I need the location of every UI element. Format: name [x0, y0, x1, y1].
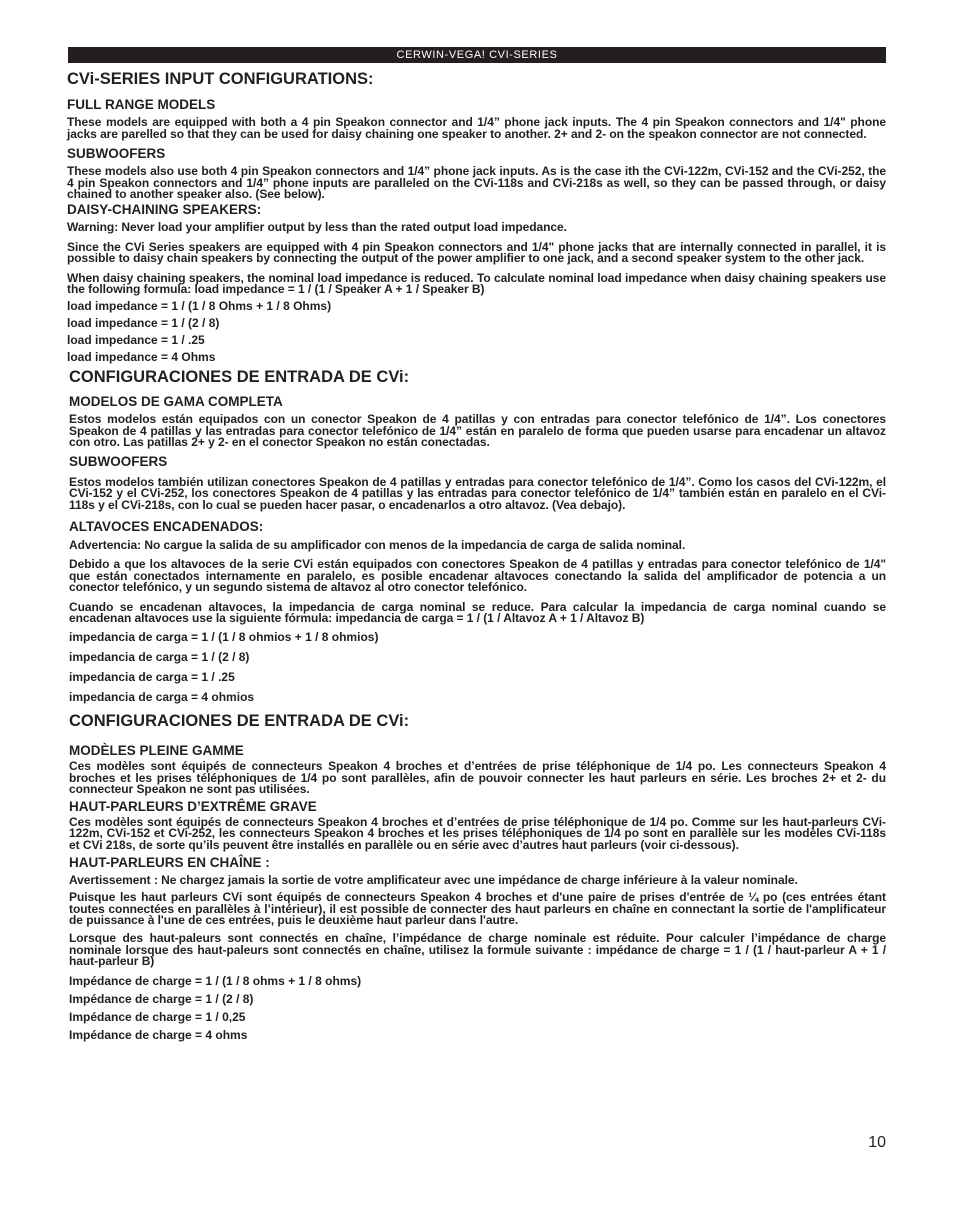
full-range-heading: MODELOS DE GAMA COMPLETA: [69, 393, 283, 409]
formula-line: load impedance = 1 / (2 / 8): [67, 315, 220, 330]
warning-text: Avertissement : Ne chargez jamais la sortie de votre amplificateur avec une impédance de charge inférieure à la valeur nominale.: [69, 872, 798, 887]
formula-line: load impedance = 1 / .25: [67, 332, 205, 347]
formula-line: impedancia de carga = 1 / .25: [69, 670, 235, 685]
daisy-chain-text: Debido a que los altavoces de la serie CVi están equipados con conectores Speakon de 4 patillas y entradas para conector telefónico de 1/4" que están conectados internamente en paralelo, es posible encadenar altavoces conectando la salida del amplificador de potencia a un conector telefónico, y un segundo sistema de altavoz al otro conector telefónico.: [69, 557, 886, 595]
section-title: CONFIGURACIONES DE ENTRADA DE CVi:: [69, 367, 410, 386]
formula-line: impedancia de carga = 4 ohmios: [69, 690, 255, 705]
section-spanish: [67, 366, 886, 704]
formula-line: Impédance de charge = 1 / 0,25: [69, 1009, 246, 1024]
subwoofers-heading: SUBWOOFERS: [69, 453, 168, 469]
section-title: CONFIGURACIONES DE ENTRADA DE CVi:: [69, 712, 410, 731]
full-range-heading: MODÈLES PLEINE GAMME: [69, 743, 244, 759]
subwoofers-text: These models also use both 4 pin Speakon connectors and 1/4” phone jack inputs. As is the case ith the CVi-122m, CVi-152 and the CVi-252, the 4 pin Speakon connectors and 1/4” phone inputs are paralleled on the CVi-118s and CVi-218s as well, so they can be passed through, or daisy chained to another speaker also. (See below).: [67, 164, 886, 202]
formula-line: Impédance de charge = 1 / (2 / 8): [69, 991, 254, 1006]
formula-intro: Cuando se encadenan altavoces, la impedancia de carga nominal se reduce. Para calcular la impedancia de carga nominal cuando se encadenan altavoces use la siguiente fórmula: impedancia de carga = 1 / (1 / Altavoz A + 1 / Altavoz B): [69, 599, 886, 626]
page-content: [67, 66, 886, 1042]
daisy-chain-heading: DAISY-CHAINING SPEAKERS:: [67, 201, 262, 217]
section-french: [67, 710, 886, 1042]
warning-text: Advertencia: No cargue la salida de su amplificador con menos de la impedancia de carga de salida nominal.: [69, 537, 686, 552]
formula-intro: When daisy chaining speakers, the nominal load impedance is reduced. To calculate nominal load impedance when daisy chaining speakers use the following formula: load impedance = 1 / (1 / Speaker A + 1 / Speaker B): [67, 270, 886, 297]
formula-line: Impédance de charge = 1 / (1 / 8 ohms + 1 / 8 ohms): [69, 973, 362, 988]
section-title: CVi-SERIES INPUT CONFIGURATIONS:: [67, 70, 374, 88]
formula-line: impedancia de carga = 1 / (2 / 8): [69, 650, 250, 665]
page-number: 10: [868, 1134, 886, 1151]
section-english: [67, 68, 886, 364]
full-range-heading: FULL RANGE MODELS: [67, 97, 216, 112]
daisy-chain-heading: HAUT-PARLEURS EN CHAÎNE :: [69, 854, 270, 870]
daisy-chain-text: Since the CVi Series speakers are equipped with 4 pin Speakon connectors and 1/4" phone jacks that are internally connected in parallel, it is possible to daisy chain speakers by connecting the output of the power amplifier to one jack, and a second speaker system to the other jack.: [67, 239, 886, 266]
formula-line: load impedance = 4 Ohms: [67, 349, 216, 364]
subwoofers-text: Ces modèles sont équipés de connecteurs Speakon 4 broches et d’entrées de prise téléphonique de 1/4 po. Comme sur les haut-parleurs CVi-122m, CVi-152 et CVi-252, les connecteurs Speakon 4 broches et les prises téléphoniques de 1/4 po sont en parallèle sur les modèles CVi-118s et CVi 218s, de sorte qu’ils peuvent être installés en parallèle ou en série avec d’autres haut parleurs (voir ci-dessous).: [69, 814, 886, 853]
header-text: CERWIN-VEGA! CVI-SERIES: [396, 49, 558, 61]
warning-text: Warning: Never load your amplifier output by less than the rated output load impedance.: [67, 219, 567, 234]
full-range-text: Estos modelos están equipados con un conector Speakon de 4 patillas y con entradas para conector telefónico de 1/4”. Los conectores Speakon de 4 patillas y las entradas para conector telefónico de 1/4” están en paralelo de forma que pueden usarse para encadenar un altavoz con otro. Las patillas 2+ y 2- en el conector Speakon no están conectadas.: [69, 411, 886, 450]
daisy-chain-text: Puisque les haut parleurs CVi sont équipés de connecteurs Speakon 4 broches et d'une paire de prises d'entrée de ¼ po (ces entrées étant toutes connectées en parallèles à l’intérieur), il est possible de connecter des haut parleurs en chaîne en connectant la sortie de l'amplificateur de puissance à l'une de ces entrées, puis le deuxième haut parleur dans l'autre.: [69, 890, 886, 928]
subwoofers-text: Estos modelos también utilizan conectores Speakon de 4 patillas y entradas para conector telefónico de 1/4”. Como los casos del CVi-122m, el CVi-152 y el CVi-252, los conectores Speakon de 4 patillas y las entradas para conector telefónico de 1/4” también están en paralelo en el CVi-118s y el CVi-218s, con lo cual se pueden hacer pasar, o encadenarlos a otro altavoz. (Vea debajo).: [69, 474, 886, 512]
subwoofers-heading: SUBWOOFERS: [67, 146, 166, 162]
formula-line: Impédance de charge = 4 ohms: [69, 1027, 248, 1042]
formula-line: load impedance = 1 / (1 / 8 Ohms + 1 / 8 Ohms): [67, 298, 332, 313]
formula-intro: Lorsque des haut-paleurs sont connectés en chaîne, l’impédance de charge nominale est réduite. Pour calculer l’impédance de charge nominale lorsque des haut-paleurs sont connectés en chaîne, utilisez la formule suivante : impédance de charge = 1 / (1 / haut-parleur A + 1 / haut-parleur B): [69, 931, 886, 969]
formula-line: impedancia de carga = 1 / (1 / 8 ohmios + 1 / 8 ohmios): [69, 630, 379, 645]
daisy-chain-heading: ALTAVOCES ENCADENADOS:: [69, 518, 264, 534]
subwoofers-heading: HAUT-PARLEURS D’EXTRÊME GRAVE: [69, 798, 317, 814]
full-range-text: These models are equipped with both a 4 pin Speakon connector and 1/4” phone jack inputs. The 4 pin Speakon connectors and 1/4" phone jacks are parelled so that they can be used for daisy chaining one speaker to another. 2+ and 2- on the speakon connector are not connected.: [67, 115, 886, 141]
header-bar: [68, 47, 886, 63]
full-range-text: Ces modèles sont équipés de connecteurs Speakon 4 broches et d’entrées de prise téléphonique de 1/4 po. Les connecteurs Speakon 4 broches et les prises téléphoniques de 1/4 po sont parallèles, afin de pouvoir connecter les haut parleurs en série. Les broches 2+ et 2- du connecteur Speakon ne sont pas utilisées.: [69, 759, 886, 797]
